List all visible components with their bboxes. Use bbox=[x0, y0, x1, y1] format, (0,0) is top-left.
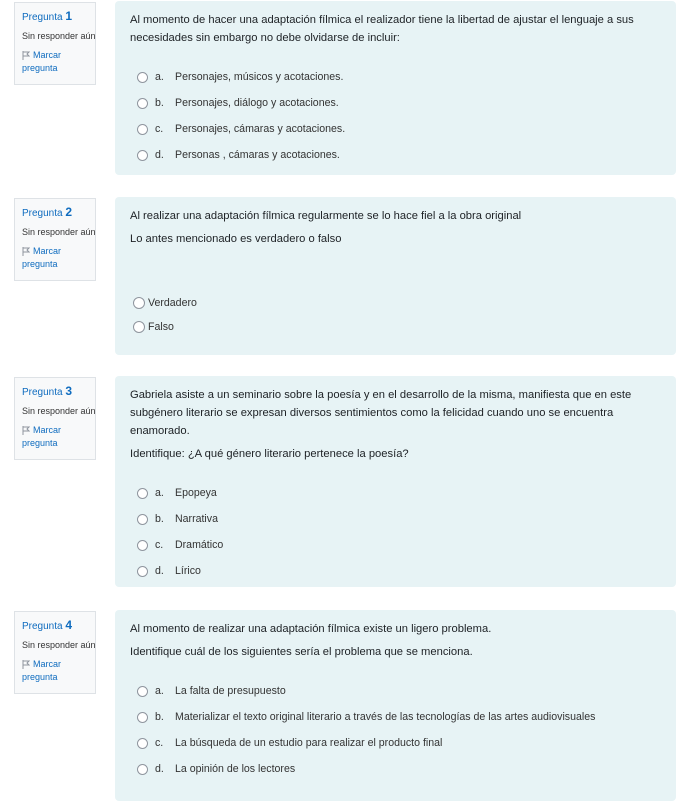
option-label: Personajes, cámaras y acotaciones. bbox=[175, 123, 346, 135]
answer-options bbox=[130, 293, 662, 337]
option-label: La falta de presupuesto bbox=[175, 685, 286, 697]
option-label: Personas , cámaras y acotaciones. bbox=[175, 149, 340, 161]
question-subtext: Identifique cuál de los siguientes sería el problema que se menciona. bbox=[130, 646, 473, 658]
radio-button[interactable] bbox=[137, 150, 148, 161]
radio-button[interactable] bbox=[137, 738, 148, 749]
question-content bbox=[115, 610, 676, 801]
question-text: Al momento de hacer una adaptación fílmica el realizador tiene la libertad de ajustar el lenguaje a sus necesidades sin embargo no debe olvidarse de incluir: bbox=[130, 14, 634, 44]
flag-question-link[interactable]: Marcar pregunta bbox=[22, 425, 62, 448]
flag-icon bbox=[22, 51, 30, 60]
radio-button[interactable] bbox=[137, 124, 148, 135]
question-state: Sin responder aún bbox=[22, 406, 96, 416]
radio-button[interactable] bbox=[137, 488, 148, 499]
flag-question-link[interactable]: Marcar pregunta bbox=[22, 659, 62, 682]
question-state: Sin responder aún bbox=[22, 640, 96, 650]
flag-icon bbox=[22, 660, 30, 669]
question-state: Sin responder aún bbox=[22, 31, 96, 41]
option-label: Dramático bbox=[175, 539, 224, 551]
radio-button[interactable] bbox=[137, 540, 148, 551]
option-label: La búsqueda de un estudio para realizar el producto final bbox=[175, 737, 443, 749]
answer-option[interactable]: d. Personas , cámaras y acotaciones. bbox=[130, 144, 662, 166]
question-subtext: Identifique: ¿A qué género literario pertenece la poesía? bbox=[130, 448, 409, 460]
flag-icon bbox=[22, 426, 30, 435]
flag-icon bbox=[22, 247, 30, 256]
radio-button[interactable] bbox=[133, 297, 145, 309]
option-label: Personajes, músicos y acotaciones. bbox=[175, 71, 344, 83]
option-label: La opinión de los lectores bbox=[175, 763, 296, 775]
option-label: Lírico bbox=[175, 565, 201, 577]
question-info bbox=[14, 2, 96, 85]
question-text: Al realizar una adaptación fílmica regularmente se lo hace fiel a la obra original bbox=[130, 210, 522, 222]
option-label: Personajes, diálogo y acotaciones. bbox=[175, 97, 339, 109]
answer-option[interactable] bbox=[130, 317, 662, 337]
option-label: Falso bbox=[148, 321, 174, 333]
radio-button[interactable] bbox=[137, 72, 148, 83]
answer-option[interactable] bbox=[130, 293, 662, 313]
question-state: Sin responder aún bbox=[22, 227, 96, 237]
radio-button[interactable] bbox=[133, 321, 145, 333]
answer-option[interactable]: c. La búsqueda de un estudio para realizar el producto final bbox=[130, 732, 662, 754]
question-subtext: Lo antes mencionado es verdadero o falso bbox=[130, 233, 342, 245]
question-content bbox=[115, 376, 676, 587]
answer-option[interactable]: a. La falta de presupuesto bbox=[130, 680, 662, 702]
question-info bbox=[14, 198, 96, 281]
question-number: Pregunta 2 bbox=[22, 205, 73, 219]
question-number: Pregunta 3 bbox=[22, 384, 73, 398]
answer-options bbox=[130, 66, 662, 166]
option-label: Narrativa bbox=[175, 513, 218, 525]
question-number: Pregunta 4 bbox=[22, 618, 73, 632]
radio-button[interactable] bbox=[137, 514, 148, 525]
radio-button[interactable] bbox=[137, 686, 148, 697]
option-label: Materializar el texto original literario a través de las tecnologías de las artes audiovisuales bbox=[175, 711, 596, 723]
radio-button[interactable] bbox=[137, 566, 148, 577]
question-info bbox=[14, 377, 96, 460]
question-content bbox=[115, 1, 676, 175]
question-number: Pregunta 1 bbox=[22, 9, 73, 23]
flag-question-link[interactable]: Marcar pregunta bbox=[22, 246, 62, 269]
answer-options bbox=[130, 680, 662, 780]
question-content bbox=[115, 197, 676, 355]
option-label: Verdadero bbox=[148, 297, 197, 309]
answer-option[interactable]: c. Dramático bbox=[130, 534, 662, 556]
answer-option[interactable]: c. Personajes, cámaras y acotaciones. bbox=[130, 118, 662, 140]
answer-option[interactable]: b. Personajes, diálogo y acotaciones. bbox=[130, 92, 662, 114]
question-text: Al momento de realizar una adaptación fílmica existe un ligero problema. bbox=[130, 623, 492, 635]
answer-option[interactable]: d. Lírico bbox=[130, 560, 662, 582]
answer-option[interactable]: a. Personajes, músicos y acotaciones. bbox=[130, 66, 662, 88]
answer-options bbox=[130, 482, 662, 582]
answer-option[interactable]: b. Materializar el texto original literario a través de las tecnologías de las artes audiovisuales bbox=[130, 706, 662, 728]
answer-option[interactable]: a. Epopeya bbox=[130, 482, 662, 504]
question-info bbox=[14, 611, 96, 694]
radio-button[interactable] bbox=[137, 712, 148, 723]
flag-question-link[interactable]: Marcar pregunta bbox=[22, 50, 62, 73]
answer-option[interactable]: b. Narrativa bbox=[130, 508, 662, 530]
radio-button[interactable] bbox=[137, 98, 148, 109]
answer-option[interactable]: d. La opinión de los lectores bbox=[130, 758, 662, 780]
question-text: Gabriela asiste a un seminario sobre la poesía y en el desarrollo de la misma, manifiesta que en este subgénero literario se expresan diversos sentimientos como la felicidad cuando uno se encuentra enamorado. bbox=[130, 389, 632, 437]
option-label: Epopeya bbox=[175, 487, 217, 499]
radio-button[interactable] bbox=[137, 764, 148, 775]
